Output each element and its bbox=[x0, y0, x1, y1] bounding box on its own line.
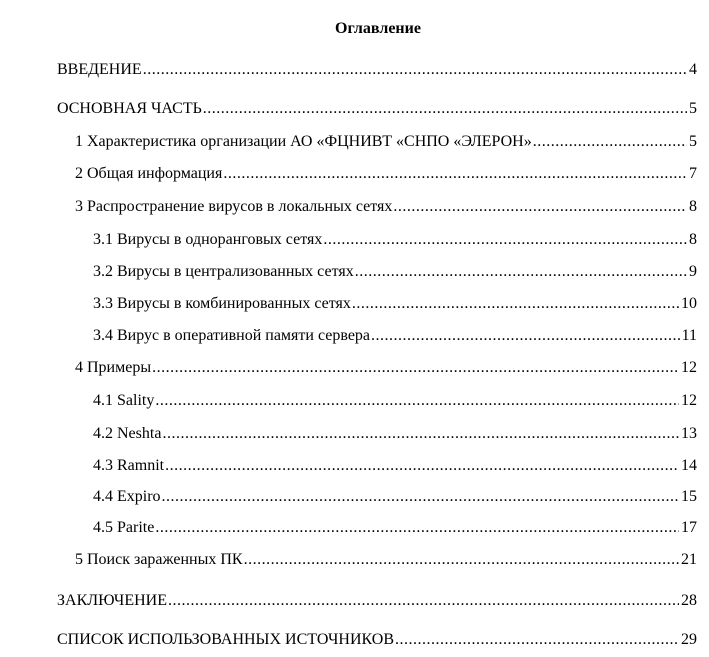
toc-entry[interactable] bbox=[93, 231, 697, 249]
dot-leader bbox=[155, 519, 679, 537]
toc-entry[interactable] bbox=[57, 592, 697, 610]
toc-entry[interactable] bbox=[93, 263, 697, 281]
dot-leader bbox=[244, 551, 679, 569]
toc-entry[interactable] bbox=[93, 295, 697, 313]
dot-leader bbox=[152, 359, 679, 377]
toc-entry-label: 2 Общая информация bbox=[75, 165, 223, 182]
toc-entry[interactable] bbox=[93, 457, 697, 475]
toc-page-number: 8 bbox=[689, 198, 697, 215]
toc-page-number: 10 bbox=[681, 295, 697, 312]
toc-entry-label: 1 Характеристика организации АО «ФЦНИВТ «СНПО «ЭЛЕРОН» bbox=[75, 133, 532, 150]
toc-page-number: 9 bbox=[689, 263, 697, 280]
toc-entry-label: ЗАКЛЮЧЕНИЕ bbox=[57, 592, 167, 609]
dot-leader bbox=[165, 457, 679, 475]
dot-leader bbox=[355, 263, 687, 281]
toc-page-number: 13 bbox=[681, 425, 697, 442]
toc-page-number: 12 bbox=[681, 392, 697, 409]
dot-leader bbox=[162, 488, 679, 506]
toc-entry-label: 4.3 Ramnit bbox=[93, 457, 165, 474]
toc-entry[interactable] bbox=[75, 359, 697, 377]
toc-entry-label: 4 Примеры bbox=[75, 359, 152, 376]
toc-entry[interactable] bbox=[57, 100, 697, 118]
toc-page-number: 28 bbox=[681, 592, 697, 609]
toc-entry[interactable] bbox=[75, 165, 697, 183]
toc-entry-label: 3.2 Вирусы в централизованных сетях bbox=[93, 263, 354, 280]
dot-leader bbox=[371, 327, 680, 345]
dot-leader bbox=[395, 631, 679, 649]
toc-entry-label: 3.4 Вирус в оперативной памяти сервера bbox=[93, 327, 371, 344]
toc-entry-label: ВВЕДЕНИЕ bbox=[57, 61, 142, 78]
toc-entry[interactable] bbox=[93, 425, 697, 443]
toc-page-number: 5 bbox=[689, 133, 697, 150]
toc-entry[interactable] bbox=[93, 488, 697, 506]
dot-leader bbox=[155, 392, 679, 410]
toc-entry-label: ОСНОВНАЯ ЧАСТЬ bbox=[57, 100, 202, 117]
toc-page-number: 8 bbox=[689, 231, 697, 248]
toc-entry-label: 4.4 Expiro bbox=[93, 488, 161, 505]
toc-page-number: 29 bbox=[681, 631, 697, 648]
toc-entry-label: 3.3 Вирусы в комбинированных сетях bbox=[93, 295, 351, 312]
toc-page-number: 17 bbox=[681, 519, 697, 536]
toc-page-number: 12 bbox=[681, 359, 697, 376]
toc-entry-label: 4.1 Sality bbox=[93, 392, 155, 409]
toc-page-number: 14 bbox=[681, 457, 697, 474]
dot-leader bbox=[203, 100, 687, 118]
toc-page-number: 21 bbox=[681, 551, 697, 568]
toc-entry-label: 3.1 Вирусы в одноранговых сетях bbox=[93, 231, 323, 248]
toc-entry[interactable] bbox=[75, 551, 697, 569]
toc-page-number: 15 bbox=[681, 488, 697, 505]
dot-leader bbox=[168, 592, 679, 610]
toc-entry[interactable] bbox=[57, 631, 697, 649]
toc-entry-label: 4.2 Neshta bbox=[93, 425, 162, 442]
toc-entry[interactable] bbox=[75, 133, 697, 151]
toc-entry-label: 4.5 Parite bbox=[93, 519, 155, 536]
toc-page-number: 5 bbox=[689, 100, 697, 117]
toc-title: Оглавление bbox=[335, 20, 421, 37]
dot-leader bbox=[533, 133, 687, 151]
toc-entry[interactable] bbox=[93, 327, 697, 345]
toc-page-number: 7 bbox=[689, 165, 697, 182]
dot-leader bbox=[162, 425, 679, 443]
dot-leader bbox=[143, 61, 687, 79]
dot-leader bbox=[223, 165, 687, 183]
toc-entry-label: 5 Поиск зараженных ПК bbox=[75, 551, 243, 568]
toc-entry[interactable] bbox=[57, 61, 697, 79]
toc-page-number: 11 bbox=[681, 327, 697, 344]
dot-leader bbox=[393, 198, 687, 216]
dot-leader bbox=[323, 231, 687, 249]
toc-entry-label: СПИСОК ИСПОЛЬЗОВАННЫХ ИСТОЧНИКОВ bbox=[57, 631, 395, 648]
toc-entry[interactable] bbox=[93, 392, 697, 410]
dot-leader bbox=[352, 295, 679, 313]
toc-page-number: 4 bbox=[689, 61, 697, 78]
toc-entry[interactable] bbox=[93, 519, 697, 537]
toc-entry[interactable] bbox=[75, 198, 697, 216]
toc-entry-label: 3 Распространение вирусов в локальных сетях bbox=[75, 198, 393, 215]
